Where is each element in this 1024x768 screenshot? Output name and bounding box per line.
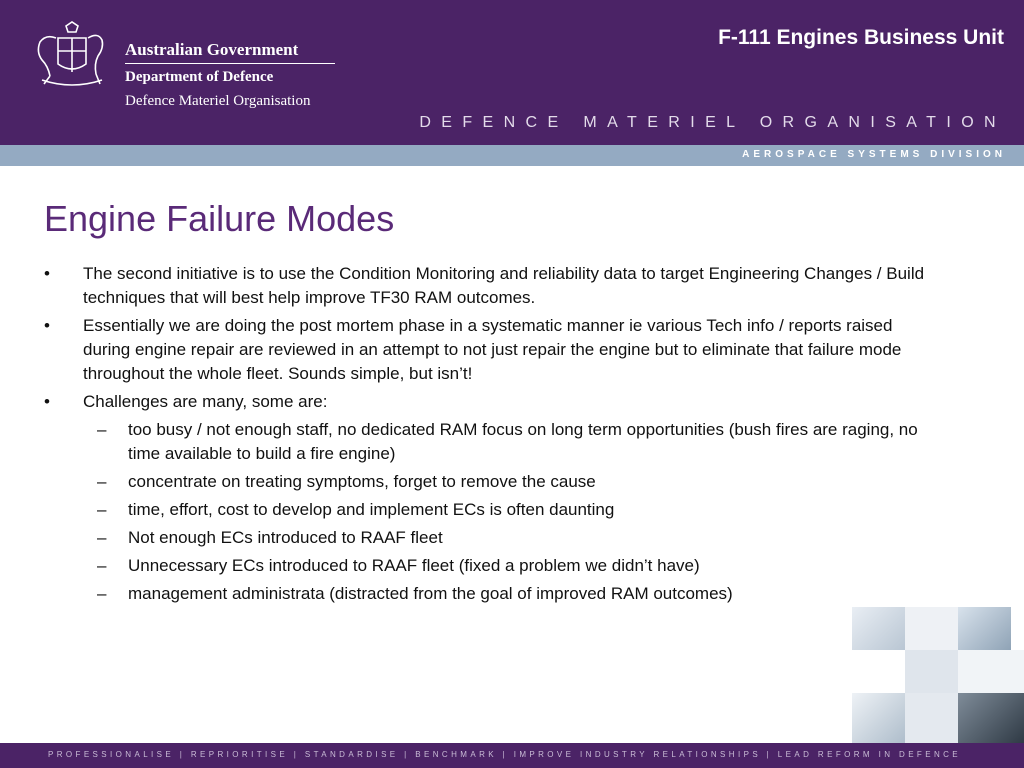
transport-aircraft-photo-tile [958, 607, 1011, 650]
division-bar [0, 145, 1024, 166]
footer-tagline: PROFESSIONALISE | REPRIORITISE | STANDARDISE | BENCHMARK | IMPROVE INDUSTRY RELATIONSHIPS | LEAD REFORM IN DEFENCE [48, 750, 962, 759]
blank-tile [905, 693, 958, 743]
department-name: Department of Defence [125, 69, 274, 85]
blank-tile [905, 607, 958, 650]
blank-tile [958, 650, 1024, 693]
division-label: AEROSPACE SYSTEMS DIVISION [742, 149, 1006, 160]
sub-bullet-text: too busy / not enough staff, no dedicated RAM focus on long term opportunities (bush fires are raging, no time available to build a fire engine) [128, 420, 918, 463]
sub-bullet-item [44, 498, 944, 522]
sub-bullet-mark: – [97, 420, 107, 439]
bullet-item [44, 314, 944, 386]
bullet-mark: • [44, 392, 50, 411]
slide-title: Engine Failure Modes [44, 198, 395, 239]
dmo-banner: DEFENCE MATERIEL ORGANISATION [419, 114, 1006, 131]
sub-bullet-item [44, 470, 944, 494]
sub-bullet-mark: – [97, 500, 107, 519]
cockpit-photo-tile [958, 693, 1024, 743]
sub-bullet-text: management administrata (distracted from the goal of improved RAM outcomes) [128, 584, 733, 603]
sub-bullet-mark: – [97, 528, 107, 547]
sub-bullet-item [44, 582, 944, 606]
bullet-item [44, 390, 944, 414]
sub-bullet-mark: – [97, 584, 107, 603]
sub-bullet-mark: – [97, 472, 107, 491]
bullet-text: Challenges are many, some are: [83, 392, 328, 411]
decorative-photo-tiles [852, 607, 1024, 743]
sub-bullet-text: Not enough ECs introduced to RAAF fleet [128, 528, 443, 547]
sub-bullet-item [44, 418, 944, 466]
gov-name: Australian Government [125, 40, 299, 59]
header-banner [0, 0, 1024, 145]
sub-bullet-mark: – [97, 556, 107, 575]
coat-of-arms-icon [22, 20, 122, 92]
government-branding [125, 40, 335, 110]
sub-bullet-text: time, effort, cost to develop and implement ECs is often daunting [128, 500, 615, 519]
gov-divider [125, 63, 335, 64]
bullet-text: Essentially we are doing the post mortem phase in a systematic manner ie various Tech info / reports raised during engine repair are reviewed in an attempt to not just repair the engine but to eliminate that failure mode throughout the whole fleet. Sounds simple, but isn’t! [83, 316, 902, 383]
bullet-item [44, 262, 944, 310]
jet-aircraft-photo-tile [852, 607, 905, 650]
sub-bullet-item [44, 554, 944, 578]
footer-banner [0, 743, 1024, 768]
sub-bullet-text: concentrate on treating symptoms, forget to remove the cause [128, 472, 596, 491]
unit-title: F-111 Engines Business Unit [718, 26, 1004, 49]
slide-content [44, 262, 944, 610]
sub-bullet-item [44, 526, 944, 550]
sub-bullet-text: Unnecessary ECs introduced to RAAF fleet (fixed a problem we didn’t have) [128, 556, 700, 575]
helicopter-photo-tile [852, 693, 905, 743]
bullet-mark: • [44, 316, 50, 335]
bullet-mark: • [44, 264, 50, 283]
blank-tile [905, 650, 958, 693]
organisation-name: Defence Materiel Organisation [125, 93, 311, 109]
bullet-text: The second initiative is to use the Condition Monitoring and reliability data to target Engineering Changes / Build techniques that will best help improve TF30 RAM outcomes. [83, 264, 925, 307]
